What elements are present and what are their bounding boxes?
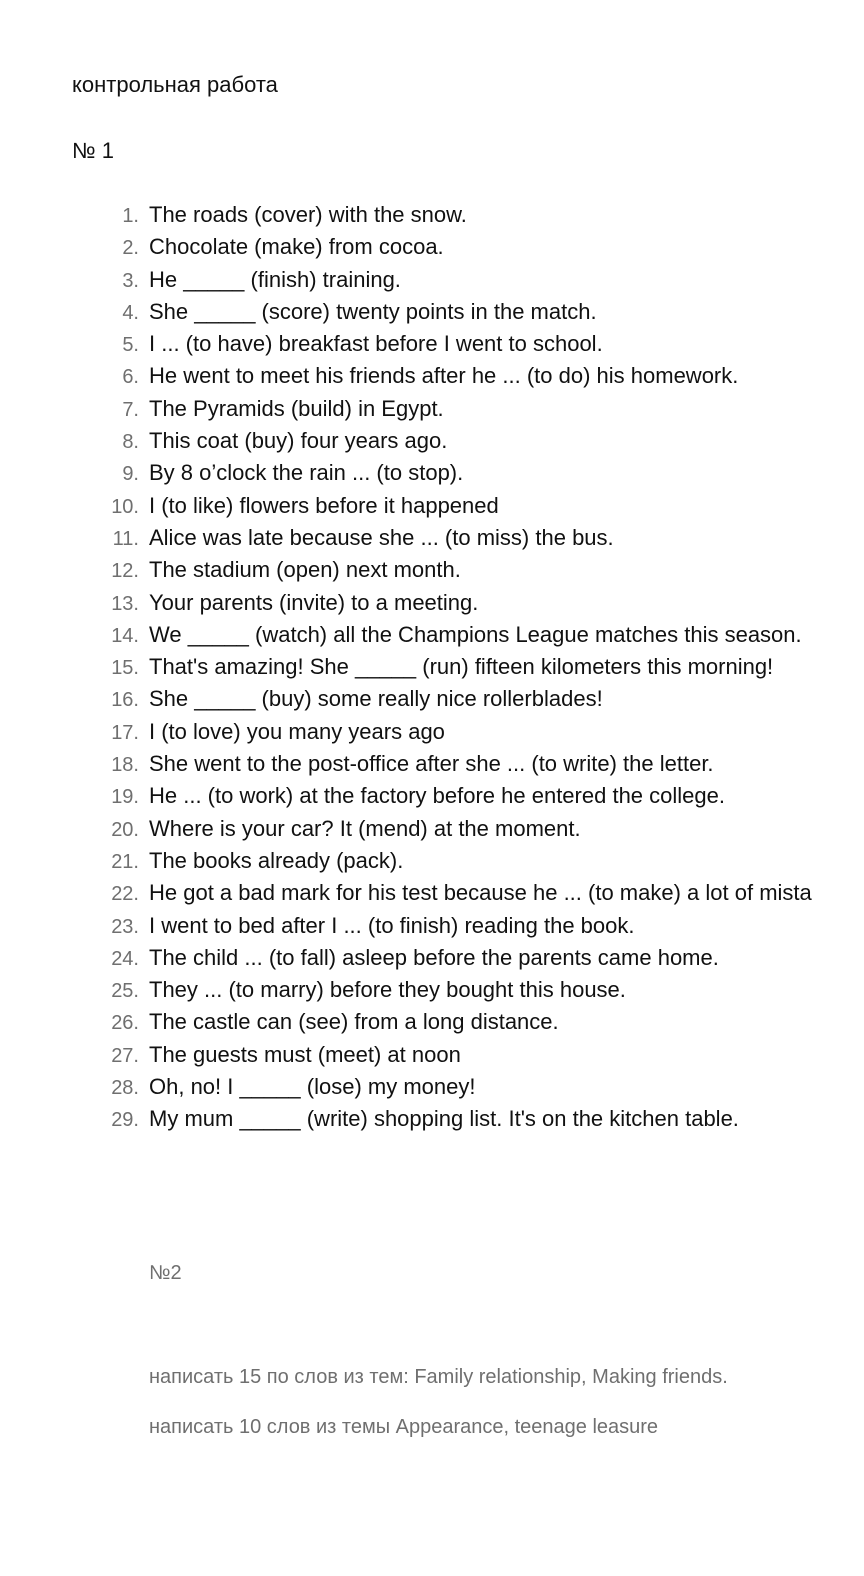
- item-text: They ... (to marry) before they bought this house.: [149, 977, 626, 1003]
- list-item: [0, 588, 864, 620]
- item-number: 28.: [111, 1077, 139, 1100]
- item-text: The child ... (to fall) asleep before the parents came home.: [149, 944, 719, 970]
- item-number: 27.: [111, 1044, 139, 1067]
- list-item: [0, 1072, 864, 1104]
- list-item: [0, 717, 864, 749]
- task-1-heading: № 1: [72, 138, 114, 163]
- item-text: The guests must (meet) at noon: [149, 1041, 461, 1067]
- item-text: By 8 o’clock the rain ... (to stop).: [149, 460, 464, 486]
- item-number: 25.: [111, 980, 139, 1003]
- item-text: The roads (cover) with the snow.: [149, 202, 467, 227]
- item-text: Chocolate (make) from cocoa.: [149, 234, 444, 260]
- item-number: 5.: [122, 334, 139, 357]
- item-text: He _____ (finish) training.: [149, 266, 401, 292]
- list-item: [0, 620, 864, 652]
- list-item: [0, 394, 864, 426]
- item-text: The books already (pack).: [149, 847, 404, 873]
- task-2-heading: №2: [149, 1262, 182, 1284]
- list-item: [0, 458, 864, 490]
- item-text: This coat (buy) four years ago.: [149, 428, 448, 454]
- list-item: [0, 232, 864, 264]
- item-number: 9.: [122, 463, 139, 486]
- list-item: [0, 265, 864, 297]
- item-number: 10.: [111, 495, 139, 518]
- item-text: I ... (to have) breakfast before I went to school.: [149, 331, 603, 357]
- item-number: 24.: [111, 947, 139, 970]
- item-text: Your parents (invite) to a meeting.: [149, 589, 479, 615]
- item-number: 15.: [111, 657, 139, 680]
- item-text: That's amazing! She _____ (run) fifteen kilometers this morning!: [149, 654, 774, 680]
- item-text: She _____ (buy) some really nice rollerblades!: [149, 686, 603, 712]
- item-number: 16.: [111, 689, 139, 712]
- instruction-text: написать 10 слов из темы Appearance, teenage leasure: [149, 1416, 659, 1438]
- item-text: I (to love) you many years ago: [149, 718, 445, 744]
- list-item: [0, 329, 864, 361]
- item-text: She went to the post-office after she ... (to write) the letter.: [149, 751, 714, 777]
- list-item: [0, 911, 864, 943]
- item-number: 1.: [122, 205, 139, 227]
- item-number: 12.: [111, 560, 139, 583]
- item-text: The Pyramids (build) in Egypt.: [149, 395, 444, 421]
- item-number: 29.: [111, 1109, 139, 1132]
- list-item: [0, 361, 864, 393]
- list-item: [0, 1040, 864, 1072]
- item-text: I (to like) flowers before it happened: [149, 492, 499, 518]
- item-number: 18.: [111, 754, 139, 777]
- list-item: [0, 814, 864, 846]
- item-text: He ... (to work) at the factory before he entered the college.: [149, 783, 725, 809]
- item-text: We _____ (watch) all the Champions League matches this season.: [149, 621, 802, 647]
- item-number: 11.: [112, 527, 139, 550]
- item-number: 7.: [122, 398, 139, 421]
- document-title: контрольная работа: [72, 72, 278, 97]
- item-text: I went to bed after I ... (to finish) reading the book.: [149, 912, 635, 938]
- item-text: The stadium (open) next month.: [149, 557, 461, 583]
- item-number: 19.: [111, 786, 139, 809]
- item-number: 3.: [122, 269, 139, 292]
- list-item: [0, 1007, 864, 1039]
- list-item: [0, 523, 864, 555]
- instruction-text: написать 15 по слов из тем: Family relationship, Making friends.: [149, 1366, 728, 1388]
- exercise-list: [0, 200, 864, 1137]
- item-text: Where is your car? It (mend) at the moment.: [149, 815, 581, 841]
- item-text: He got a bad mark for his test because he ... (to make) a lot of mista: [149, 880, 812, 906]
- item-text: He went to meet his friends after he ... (to do) his homework.: [149, 363, 739, 389]
- list-item: [0, 878, 864, 910]
- item-number: 6.: [122, 366, 139, 389]
- list-item: [0, 297, 864, 329]
- item-text: Alice was late because she ... (to miss) the bus.: [149, 524, 614, 550]
- list-item: [0, 426, 864, 458]
- item-text: She _____ (score) twenty points in the match.: [149, 298, 597, 324]
- item-number: 23.: [111, 915, 139, 938]
- list-item: [0, 1104, 864, 1136]
- list-item: [0, 749, 864, 781]
- item-number: 21.: [111, 850, 139, 873]
- item-number: 17.: [111, 721, 139, 744]
- list-item: [0, 781, 864, 813]
- item-number: 20.: [111, 818, 139, 841]
- item-number: 26.: [111, 1012, 139, 1035]
- item-number: 8.: [122, 431, 139, 454]
- item-text: My mum _____ (write) shopping list. It's on the kitchen table.: [149, 1106, 739, 1132]
- item-number: 22.: [111, 883, 139, 906]
- list-item: [0, 846, 864, 878]
- list-item: [0, 943, 864, 975]
- item-number: 13.: [111, 592, 139, 615]
- list-item: [0, 200, 864, 232]
- item-text: The castle can (see) from a long distance.: [149, 1009, 559, 1035]
- item-number: 2.: [122, 237, 139, 260]
- item-number: 14.: [111, 624, 139, 647]
- list-item: [0, 652, 864, 684]
- list-item: [0, 555, 864, 587]
- list-item: [0, 684, 864, 716]
- list-item: [0, 491, 864, 523]
- list-item: [0, 975, 864, 1007]
- item-number: 4.: [122, 301, 139, 324]
- item-text: Oh, no! I _____ (lose) my money!: [149, 1074, 476, 1100]
